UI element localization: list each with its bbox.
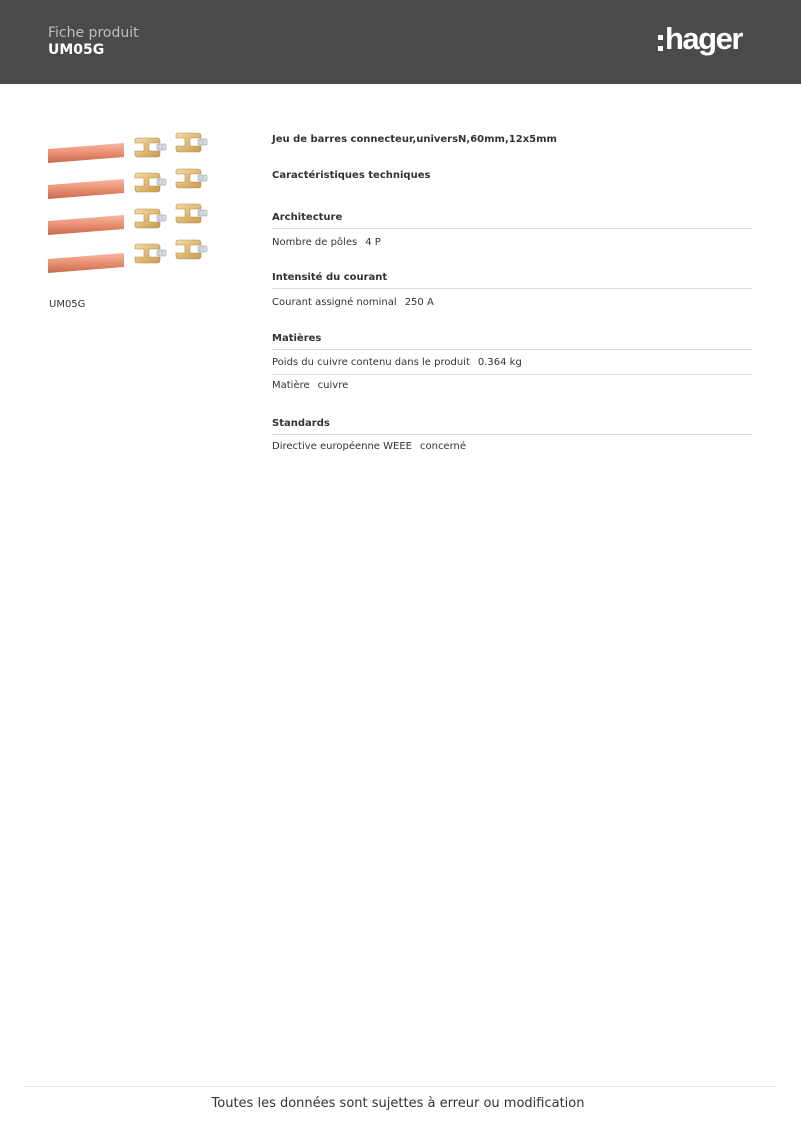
spec-row-weee	[272, 441, 752, 458]
document-type-label: Fiche produit	[48, 25, 139, 41]
spec-value: cuivre	[317, 380, 349, 391]
copper-bars	[48, 143, 124, 273]
product-image-caption: UM05G	[49, 299, 86, 310]
spec-value: 0.364 kg	[477, 357, 522, 368]
spec-label: Poids du cuivre contenu dans le produit	[272, 357, 470, 368]
spec-value: 4 P	[365, 237, 381, 248]
hager-logo	[656, 22, 756, 62]
spec-row-rated-current	[272, 297, 752, 314]
spec-value: concerné	[419, 441, 467, 452]
footer-disclaimer: Toutes les données sont sujettes à erreur ou modification	[211, 1096, 585, 1111]
section-heading-materials: Matières	[272, 333, 752, 350]
footer-divider	[24, 1086, 776, 1087]
logo-wordmark: hager	[665, 21, 742, 56]
product-image	[44, 127, 222, 292]
product-code-heading: UM05G	[48, 42, 105, 58]
spec-row-poles	[272, 237, 752, 254]
section-heading-architecture: Architecture	[272, 212, 752, 229]
brass-clamps	[135, 133, 207, 263]
spec-value: 250 A	[404, 297, 434, 308]
logo-dots-icon	[658, 34, 664, 54]
spec-label: Courant assigné nominal	[272, 297, 397, 308]
spec-label: Directive européenne WEEE	[272, 441, 412, 452]
spec-row-copper-weight	[272, 357, 752, 375]
page-header	[0, 0, 801, 84]
section-heading-current: Intensité du courant	[272, 272, 752, 289]
product-title: Jeu de barres connecteur,universN,60mm,12x5mm	[272, 134, 557, 145]
spec-label: Matière	[272, 380, 310, 391]
spec-label: Nombre de pôles	[272, 237, 358, 248]
specs-heading: Caractéristiques techniques	[272, 170, 431, 181]
section-heading-standards: Standards	[272, 418, 752, 435]
spec-row-material	[272, 380, 752, 397]
